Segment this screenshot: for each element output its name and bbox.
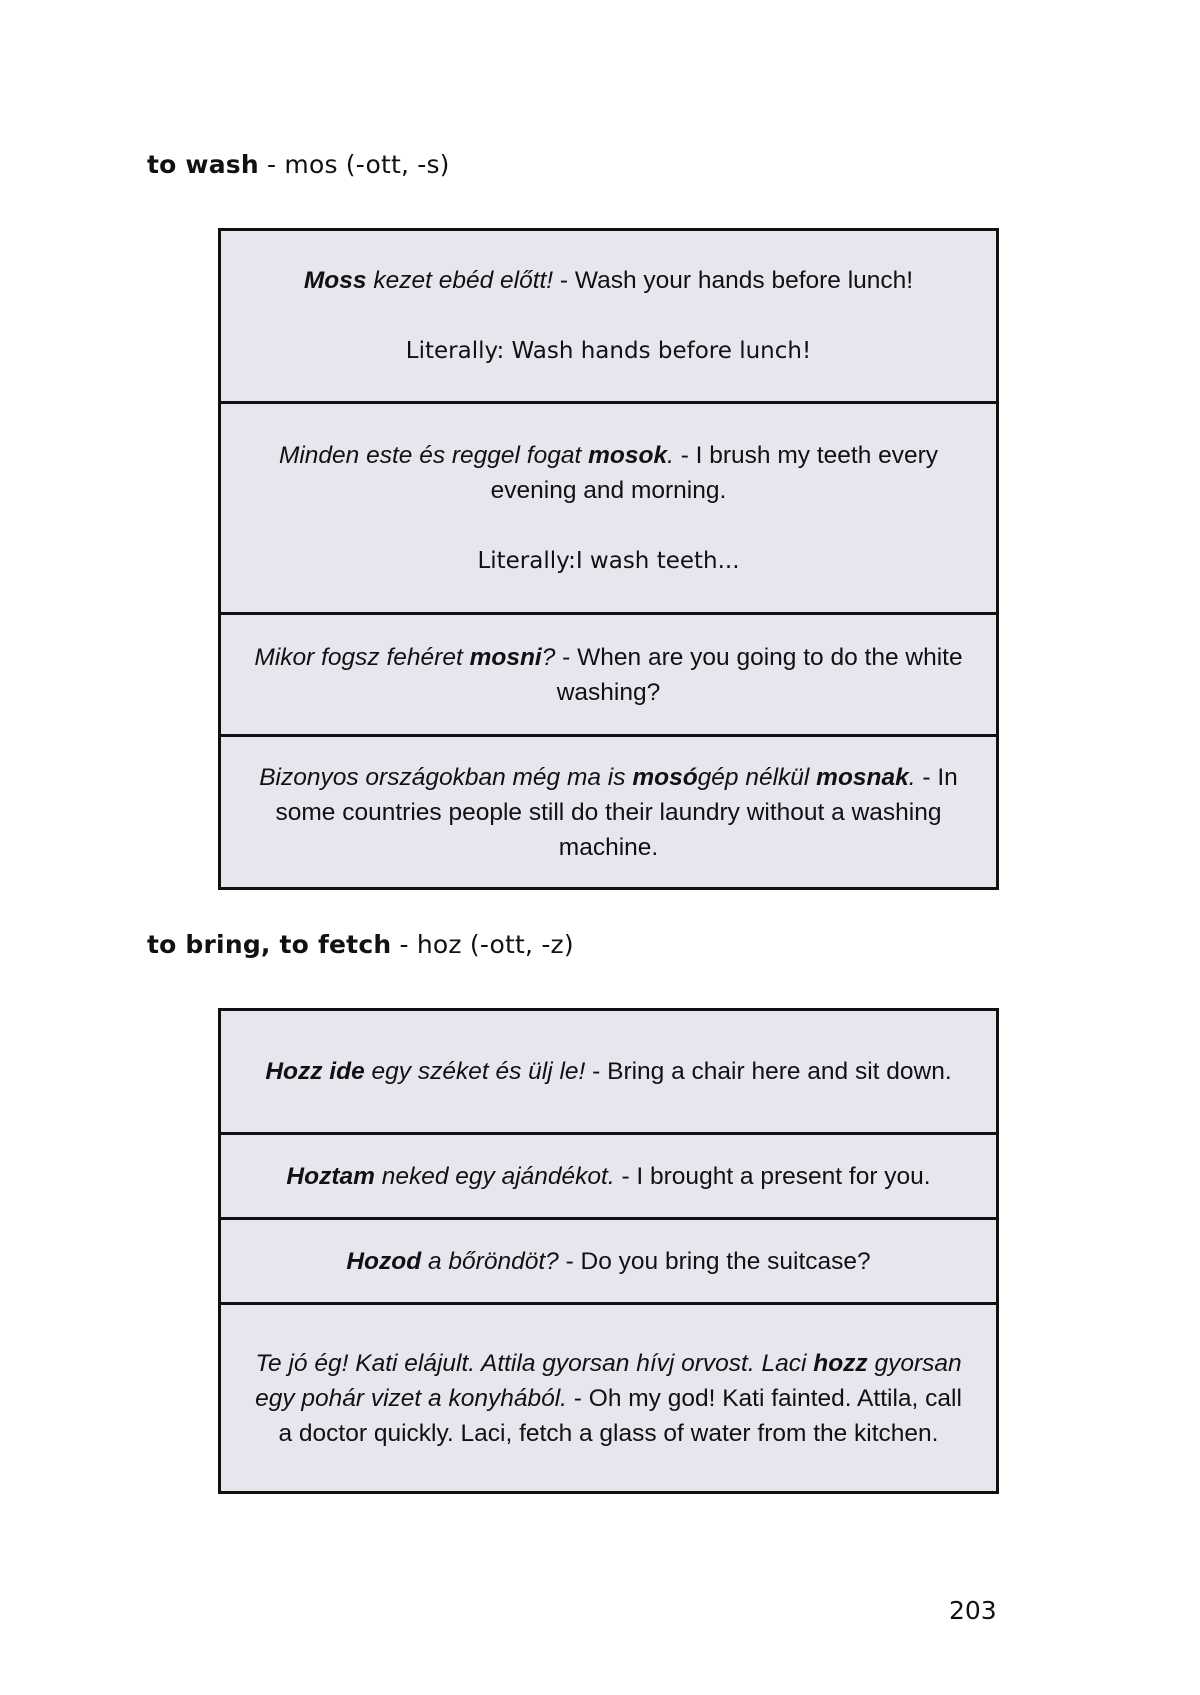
example-row	[221, 401, 996, 612]
literal-translation: Literally:I wash teeth...	[477, 547, 740, 574]
example-row	[221, 231, 996, 401]
example-sentence: Moss kezet ebéd előtt! - Wash your hands before lunch!	[303, 267, 914, 294]
example-row	[221, 1132, 996, 1217]
example-sentence: Hozz ide egy széket és ülj le! - Bring a chair here and sit down.	[265, 1058, 952, 1085]
section-heading-bring	[147, 930, 574, 959]
example-sentence: Mikor fogsz fehéret mosni? - When are you going to do the white washing?	[254, 643, 963, 706]
heading-conjugation: - hoz (-ott, -z)	[391, 930, 574, 959]
example-sentence: Minden este és reggel fogat mosok. - I brush my teeth every evening and morning.	[278, 441, 939, 504]
section-heading-wash	[147, 150, 450, 179]
example-sentence: Hoztam neked egy ajándékot. - I brought a present for you.	[286, 1162, 931, 1190]
example-row	[221, 1011, 996, 1132]
literal-translation: Literally: Wash hands before lunch!	[405, 338, 812, 364]
example-table-wash	[218, 228, 999, 890]
example-row	[221, 1302, 996, 1491]
heading-term: to bring, to fetch	[147, 930, 392, 959]
example-row	[221, 734, 996, 887]
example-sentence: Te jó ég! Kati elájult. Attila gyorsan hívj orvost. Laci hozz gyorsan egy pohár vizet a konyhából. - Oh my god! Kati fainted. Attila, call a doctor quickly. Laci, fetch a glass of water from the kitchen.	[255, 1349, 962, 1447]
example-sentence: Bizonyos országokban még ma is mosógép nélkül mosnak. - In some countries people still do their laundry without a washing machine.	[259, 763, 958, 861]
example-row	[221, 1217, 996, 1302]
example-table-bring	[218, 1008, 999, 1494]
heading-term: to wash	[147, 150, 259, 179]
page-number: 203	[949, 1596, 997, 1625]
example-sentence: Hozod a bőröndöt? - Do you bring the suitcase?	[346, 1247, 871, 1275]
heading-conjugation: - mos (-ott, -s)	[258, 150, 450, 179]
example-row	[221, 612, 996, 734]
